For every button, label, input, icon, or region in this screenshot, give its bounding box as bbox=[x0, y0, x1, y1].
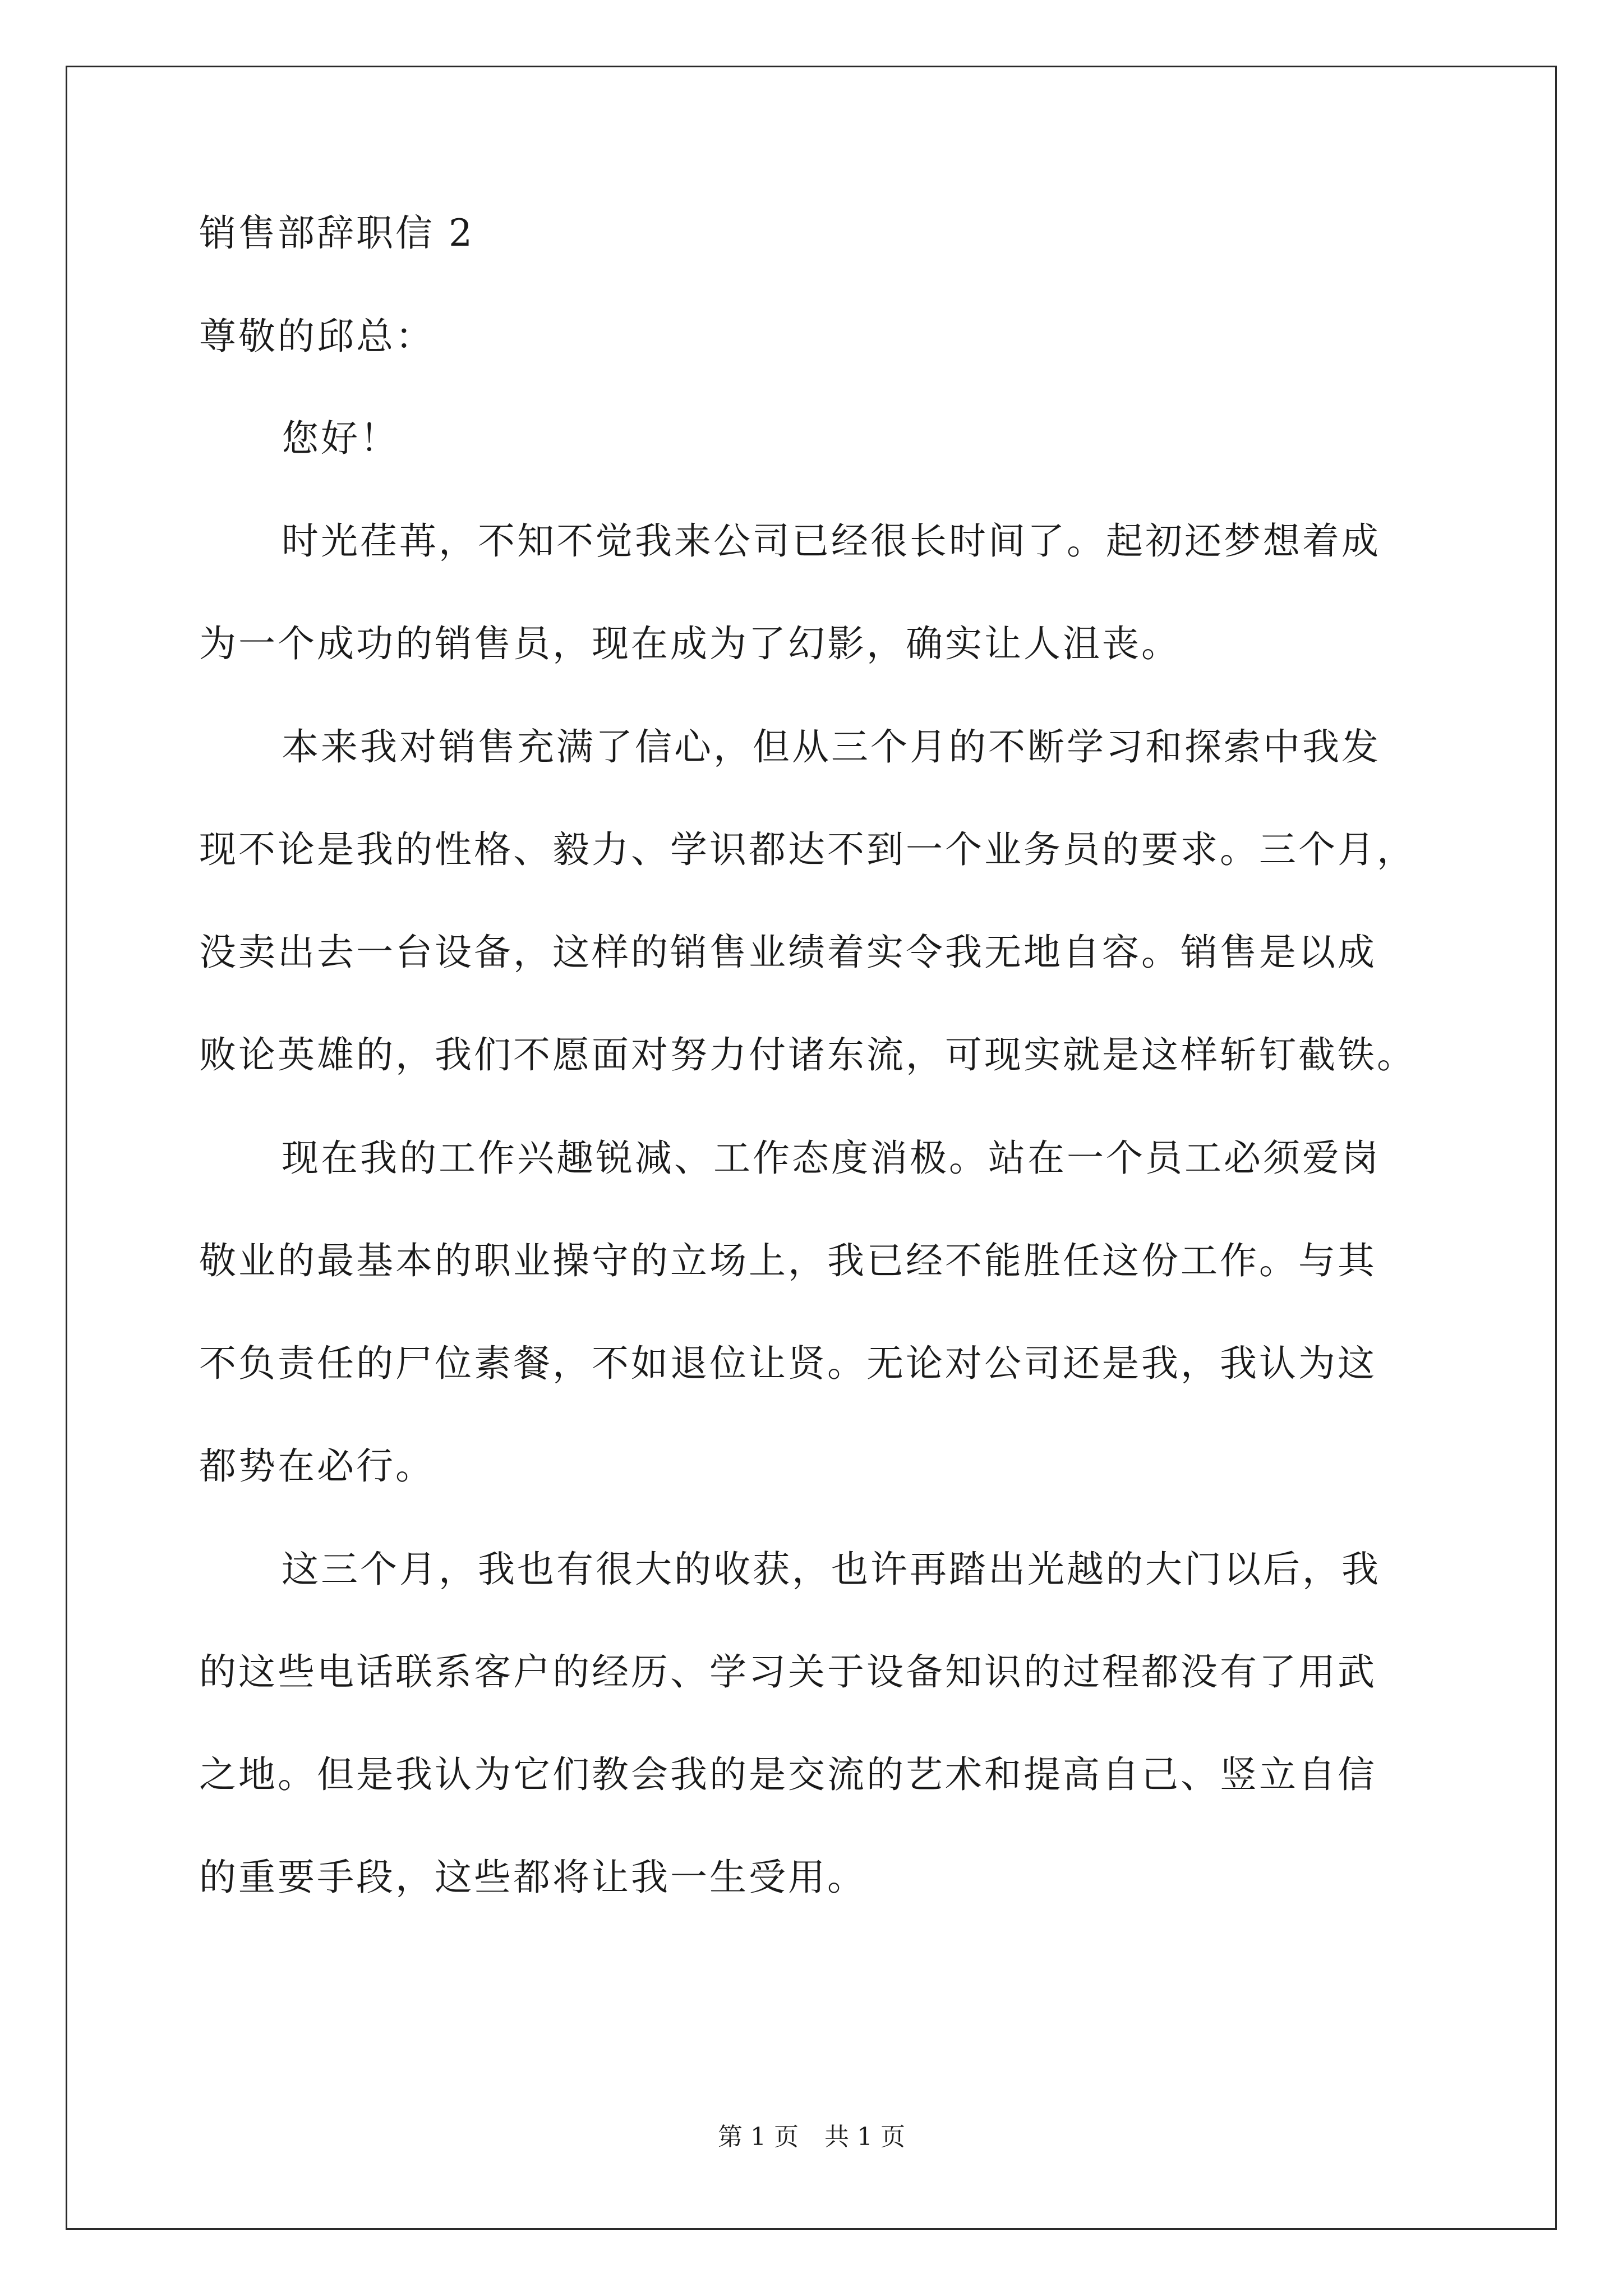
greeting: 您好！ bbox=[282, 417, 399, 460]
paragraph-line: 现在我的工作兴趣锐减、工作态度消极。站在一个员工必须爱岗 bbox=[282, 1137, 1381, 1180]
paragraph-line: 的重要手段，这些都将让我一生受用。 bbox=[199, 1856, 866, 1899]
paragraph-line: 的这些电话联系客户的经历、学习关于设备知识的过程都没有了用武 bbox=[199, 1650, 1377, 1694]
paragraph-line: 没卖出去一台设备，这样的销售业绩着实令我无地自容。销售是以成 bbox=[199, 931, 1377, 974]
paragraph-line: 本来我对销售充满了信心，但从三个月的不断学习和探索中我发 bbox=[282, 725, 1381, 769]
paragraph-line: 之地。但是我认为它们教会我的是交流的艺术和提高自己、竖立自信 bbox=[199, 1753, 1377, 1796]
page-number-total: 共 1 页 bbox=[824, 2123, 905, 2151]
paragraph-line: 不负责任的尸位素餐，不如退位让贤。无论对公司还是我，我认为这 bbox=[199, 1342, 1377, 1385]
paragraph-line: 为一个成功的销售员，现在成为了幻影，确实让人沮丧。 bbox=[199, 622, 1181, 665]
salutation: 尊敬的邱总： bbox=[199, 315, 435, 358]
document-title: 销售部辞职信 2 bbox=[199, 211, 474, 255]
page-footer bbox=[0, 2120, 1623, 2154]
paragraph-line: 敬业的最基本的职业操守的立场上，我已经不能胜任这份工作。与其 bbox=[199, 1239, 1377, 1282]
paragraph-line: 这三个月，我也有很大的收获，也许再踏出光越的大门以后，我 bbox=[282, 1548, 1381, 1591]
paragraph-line: 败论英雄的，我们不愿面对努力付诸东流，可现实就是这样斩钉截铁。 bbox=[199, 1033, 1416, 1076]
page-number-current: 第 1 页 bbox=[718, 2123, 799, 2151]
paragraph-line: 都势在必行。 bbox=[199, 1444, 435, 1488]
paragraph-line: 时光荏苒，不知不觉我来公司已经很长时间了。起初还梦想着成 bbox=[282, 519, 1381, 563]
paragraph-line: 现不论是我的性格、毅力、学识都达不到一个业务员的要求。三个月， bbox=[199, 828, 1416, 871]
